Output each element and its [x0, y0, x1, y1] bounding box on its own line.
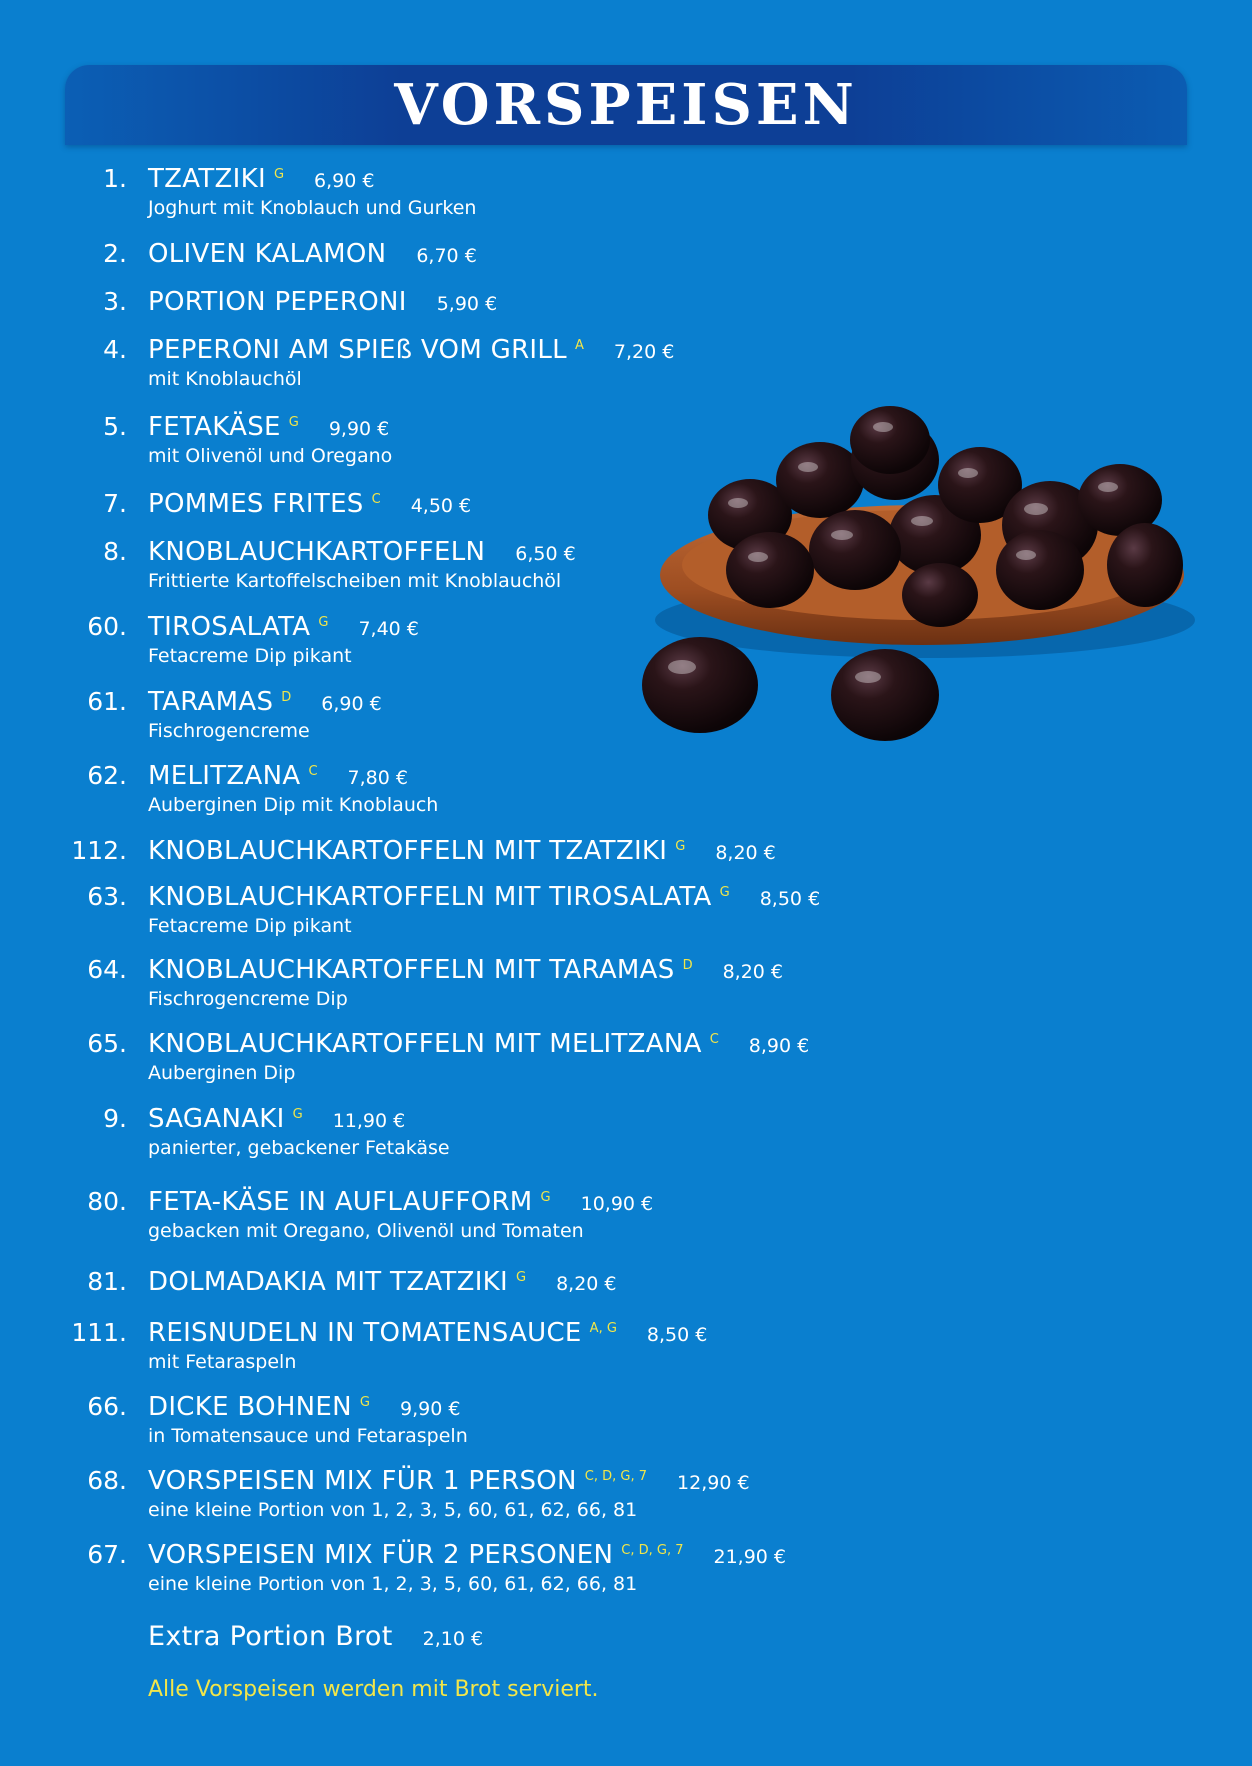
item-number: 66. [87, 1392, 127, 1421]
item-allergen: C, D, G, 7 [621, 1543, 684, 1558]
item-name: DICKE BOHNEN [148, 1392, 352, 1422]
item-name: KNOBLAUCHKARTOFFELN MIT MELITZANA [148, 1029, 702, 1059]
item-title-line [148, 1464, 750, 1501]
item-name: DOLMADAKIA MIT TZATZIKI [148, 1267, 508, 1297]
item-allergen: A, G [589, 1321, 617, 1336]
item-number: 60. [87, 612, 127, 641]
item-price: 10,90 € [580, 1193, 654, 1215]
item-title-line [148, 1265, 617, 1302]
item-price: 6,90 € [314, 170, 375, 192]
item-price: 4,50 € [410, 495, 472, 517]
item-number: 1. [103, 164, 127, 193]
item-description: Joghurt mit Knoblauch und Gurken [148, 197, 477, 219]
item-description: eine kleine Portion von 1, 2, 3, 5, 60, 61, 62, 66, 81 [148, 1573, 638, 1595]
item-allergen: C [709, 1032, 719, 1047]
item-number: 8. [103, 537, 127, 566]
item-price: 6,50 € [515, 543, 576, 565]
item-price: 5,90 € [436, 293, 498, 315]
item-title-line [148, 685, 382, 722]
item-number: 9. [103, 1104, 127, 1133]
item-name: KNOBLAUCHKARTOFFELN MIT TARAMAS [148, 955, 675, 985]
item-number: 65. [87, 1029, 127, 1058]
page-title: VORSPEISEN [394, 72, 858, 138]
item-name: SAGANAKI [148, 1104, 285, 1134]
item-number: 4. [103, 335, 127, 364]
item-title-line [148, 237, 477, 274]
item-price: 9,90 € [328, 418, 390, 440]
item-description: Auberginen Dip mit Knoblauch [148, 794, 439, 816]
item-number: 2. [103, 239, 127, 268]
item-title-line [148, 1185, 653, 1222]
extra-price: 2,10 € [422, 1628, 484, 1650]
item-name: VORSPEISEN MIX FÜR 2 PERSONEN [148, 1540, 614, 1570]
item-allergen: G [318, 615, 329, 630]
item-allergen: C, D, G, 7 [584, 1469, 648, 1484]
item-allergen: D [281, 690, 292, 705]
item-description: Fetacreme Dip pikant [148, 645, 352, 667]
item-number: 81. [87, 1267, 127, 1296]
item-price: 8,20 € [556, 1273, 617, 1295]
item-name: POMMES FRITES [148, 489, 364, 519]
item-allergen: C [308, 764, 318, 779]
item-description: in Tomatensauce und Fetaraspeln [148, 1425, 468, 1447]
item-name: KNOBLAUCHKARTOFFELN MIT TIROSALATA [148, 882, 712, 912]
item-number: 68. [87, 1466, 127, 1495]
item-title-line [148, 1390, 460, 1427]
item-title-line [148, 333, 674, 370]
item-name: TIROSALATA [148, 612, 311, 642]
item-price: 8,50 € [646, 1324, 708, 1346]
item-allergen: G [359, 1395, 370, 1410]
item-number: 64. [87, 955, 127, 984]
item-title-line [148, 1027, 809, 1064]
extra-name: Extra Portion Brot [148, 1621, 393, 1652]
item-allergen: D [682, 958, 693, 973]
item-allergen: G [516, 1270, 527, 1285]
item-description: Fischrogencreme [148, 720, 310, 742]
item-title-line [148, 880, 820, 917]
item-title-line [148, 535, 576, 572]
item-name: KNOBLAUCHKARTOFFELN MIT TZATZIKI [148, 836, 668, 866]
item-allergen: G [675, 839, 686, 854]
item-title-line [148, 285, 497, 322]
item-number: 63. [87, 882, 127, 911]
item-price: 8,20 € [722, 961, 784, 983]
item-name: PORTION PEPERONI [148, 287, 407, 317]
item-description: panierter, gebackener Fetakäse [148, 1137, 450, 1159]
item-allergen: A [574, 338, 584, 353]
bread-note: Alle Vorspeisen werden mit Brot serviert. [148, 1677, 599, 1702]
item-price: 6,90 € [321, 693, 382, 715]
item-name: VORSPEISEN MIX FÜR 1 PERSON [148, 1466, 577, 1496]
item-description: gebacken mit Oregano, Olivenöl und Tomaten [148, 1220, 584, 1242]
item-name: TZATZIKI [148, 164, 266, 194]
item-number: 67. [87, 1540, 127, 1569]
item-number: 7. [103, 489, 127, 518]
item-title-line [148, 953, 783, 990]
item-title-line [148, 1102, 405, 1139]
item-number: 62. [87, 761, 127, 790]
item-name: PEPERONI AM SPIEß VOM GRILL [148, 335, 567, 365]
item-name: FETA-KÄSE IN AUFLAUFFORM [148, 1187, 533, 1217]
item-price: 8,20 € [715, 842, 776, 864]
item-number: 111. [71, 1318, 127, 1347]
item-title-line [148, 834, 776, 871]
item-description: mit Olivenöl und Oregano [148, 445, 393, 467]
item-description: Fischrogencreme Dip [148, 988, 348, 1010]
item-title-line [148, 1538, 786, 1575]
item-price: 7,80 € [347, 767, 408, 789]
item-price: 9,90 € [400, 1398, 461, 1420]
item-name: TARAMAS [148, 687, 274, 717]
item-title-line [148, 162, 374, 199]
item-title-line [148, 610, 419, 647]
item-name: OLIVEN KALAMON [148, 239, 387, 269]
item-number: 80. [87, 1187, 127, 1216]
item-price: 7,20 € [613, 341, 675, 363]
item-name: REISNUDELN IN TOMATENSAUCE [148, 1318, 582, 1348]
item-number: 112. [71, 836, 127, 865]
item-description: mit Knoblauchöl [148, 368, 302, 390]
extra-bread-item [148, 1620, 483, 1657]
item-description: Auberginen Dip [148, 1062, 296, 1084]
item-title-line [148, 1316, 707, 1353]
item-description: Frittierte Kartoffelscheiben mit Knoblauchöl [148, 570, 562, 592]
item-description: mit Fetaraspeln [148, 1351, 297, 1373]
item-price: 6,70 € [416, 245, 477, 267]
item-name: FETAKÄSE [148, 412, 281, 442]
item-number: 3. [103, 287, 127, 316]
item-name: KNOBLAUCHKARTOFFELN [148, 537, 486, 567]
item-price: 12,90 € [677, 1472, 750, 1494]
item-title-line [148, 759, 408, 796]
item-allergen: G [292, 1107, 303, 1122]
item-allergen: G [719, 885, 730, 900]
item-description: Fetacreme Dip pikant [148, 915, 352, 937]
item-price: 7,40 € [358, 618, 419, 640]
item-number: 5. [103, 412, 127, 441]
olives-bowl-icon [640, 405, 1200, 750]
item-name: MELITZANA [148, 761, 301, 791]
item-number: 61. [87, 687, 127, 716]
item-description: eine kleine Portion von 1, 2, 3, 5, 60, 61, 62, 66, 81 [148, 1499, 638, 1521]
item-allergen: G [273, 167, 285, 182]
item-price: 11,90 € [332, 1110, 406, 1132]
item-price: 8,90 € [748, 1035, 810, 1057]
item-price: 21,90 € [713, 1546, 787, 1568]
item-allergen: G [540, 1190, 551, 1205]
item-allergen: G [288, 415, 299, 430]
item-title-line [148, 487, 471, 524]
item-price: 8,50 € [759, 888, 821, 910]
item-title-line [148, 410, 389, 447]
item-allergen: C [371, 492, 381, 507]
